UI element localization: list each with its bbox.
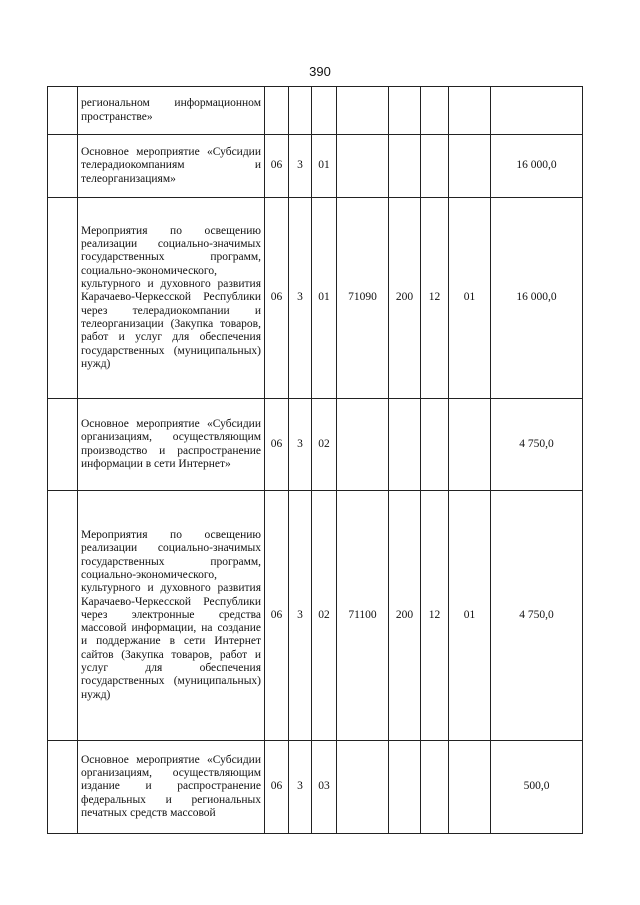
code-cell: 71090 [337, 198, 389, 399]
blank-cell [48, 399, 78, 491]
code-cell: 01 [449, 198, 491, 399]
table-row [48, 135, 583, 198]
code-cell [389, 87, 421, 135]
code-cell: 3 [289, 198, 312, 399]
code-cell [449, 87, 491, 135]
program-name: региональном информационном пространстве» [81, 97, 261, 123]
program-name: Основное мероприятие «Субсидии телерадиокомпаниям и телеорганизациям» [81, 146, 261, 185]
program-name-cell [78, 198, 265, 399]
code-cell: 02 [312, 399, 337, 491]
program-name: Мероприятия по освещению реализации социально-значимых государственных программ, социально-экономического, культурного и духовного развития Карачаево-Черкесской Республики через электронные средства массовой информации, на создание и поддержание в сети Интернет сайтов (Закупка товаров, работ и услуг для обеспечения государственных (муниципальных) нужд) [81, 529, 261, 701]
program-name: Основное мероприятие «Субсидии организациям, осуществляющим производство и распространение информации в сети Интернет» [81, 417, 261, 470]
code-cell [389, 399, 421, 491]
code-cell [337, 399, 389, 491]
code-cell: 06 [265, 741, 289, 834]
amount-cell: 500,0 [491, 741, 583, 834]
amount-cell: 16 000,0 [491, 198, 583, 399]
code-cell [337, 87, 389, 135]
program-name-cell [78, 87, 265, 135]
table-row [48, 87, 583, 135]
code-cell: 01 [449, 491, 491, 741]
code-cell: 02 [312, 491, 337, 741]
code-cell: 200 [389, 198, 421, 399]
code-cell [449, 399, 491, 491]
amount-cell: 4 750,0 [491, 399, 583, 491]
program-name: Основное мероприятие «Субсидии организациям, осуществляющим издание и распространение федеральных и региональных печатных средств массовой [81, 753, 261, 819]
code-cell: 3 [289, 135, 312, 198]
code-cell [389, 135, 421, 198]
code-cell [449, 741, 491, 834]
blank-cell [48, 87, 78, 135]
blank-cell [48, 135, 78, 198]
code-cell [289, 87, 312, 135]
code-cell: 06 [265, 491, 289, 741]
amount-cell: 4 750,0 [491, 491, 583, 741]
code-cell: 01 [312, 198, 337, 399]
program-name-cell [78, 741, 265, 834]
code-cell: 12 [421, 198, 449, 399]
budget-table [47, 86, 583, 834]
table-row [48, 491, 583, 741]
code-cell: 06 [265, 399, 289, 491]
blank-cell [48, 491, 78, 741]
code-cell [421, 741, 449, 834]
code-cell [337, 741, 389, 834]
code-cell: 12 [421, 491, 449, 741]
code-cell [421, 135, 449, 198]
code-cell: 01 [312, 135, 337, 198]
program-name-cell [78, 399, 265, 491]
table-row [48, 198, 583, 399]
code-cell [312, 87, 337, 135]
code-cell: 06 [265, 198, 289, 399]
amount-cell: 16 000,0 [491, 135, 583, 198]
code-cell [265, 87, 289, 135]
page-number: 390 [309, 64, 331, 79]
code-cell: 03 [312, 741, 337, 834]
program-name-cell [78, 491, 265, 741]
program-name: Мероприятия по освещению реализации социально-значимых государственных программ, социально-экономического, культурного и духовного развития Карачаево-Черкесской Республики через телерадиокомпании и телеорганизации (Закупка товаров, работ и услуг для обеспечения государственных (муниципальных) нужд) [81, 224, 261, 370]
table-row [48, 399, 583, 491]
code-cell [449, 135, 491, 198]
code-cell: 200 [389, 491, 421, 741]
code-cell: 3 [289, 741, 312, 834]
code-cell: 3 [289, 491, 312, 741]
blank-cell [48, 741, 78, 834]
code-cell [337, 135, 389, 198]
amount-cell [491, 87, 583, 135]
program-name-cell [78, 135, 265, 198]
code-cell [421, 87, 449, 135]
code-cell: 3 [289, 399, 312, 491]
code-cell [389, 741, 421, 834]
blank-cell [48, 198, 78, 399]
table-row [48, 741, 583, 834]
code-cell: 71100 [337, 491, 389, 741]
code-cell: 06 [265, 135, 289, 198]
code-cell [421, 399, 449, 491]
